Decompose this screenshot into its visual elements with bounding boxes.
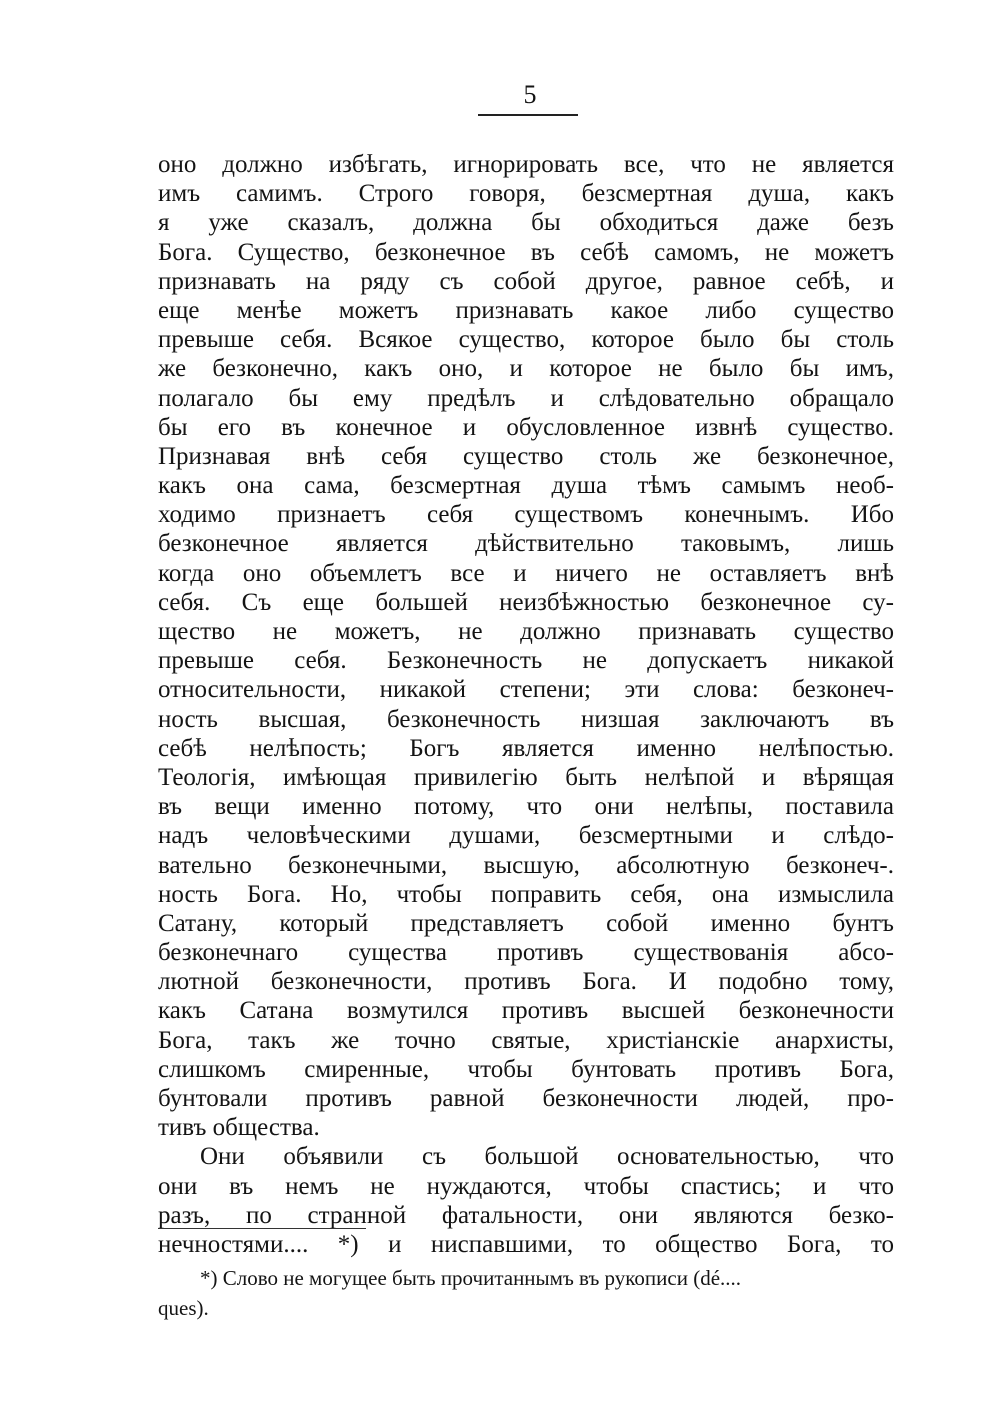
text-line: оно должно избѣгать, игнорировать все, что не является [158,151,894,178]
text-line: себя. Съ еще большей неизбѣжностью безконечное су- [158,588,894,616]
text-line: надъ человѣческими душами, безсмертными и слѣдо- [158,822,894,850]
text-line: ходимо признаетъ себя существомъ конечнымъ. Ибо [158,501,894,529]
text-line: полагало бы ему предѣлъ и слѣдовательно обращало [158,384,894,412]
body-text [158,150,894,1259]
text-line: превыше себя. Всякое существо, которое было бы столь [158,326,894,354]
text-line: они въ немъ не нуждаются, чтобы спастись; и что [158,1172,894,1200]
text-line: безконечнаго существа противъ существованія абсо- [158,939,894,967]
text-line: Они объявили съ большой основательностью, что [200,1143,894,1171]
header-rule [478,114,578,116]
text-line: превыше себя. Безконечность не допускаетъ никакой [158,647,894,675]
text-line: Сатану, который представляетъ собой именно бунтъ [158,909,894,937]
text-line: нечностями.... *) и ниспавшими, то общество Бога, то [158,1230,894,1258]
text-line: какъ Сатана возмутился противъ высшей безконечности [158,997,894,1025]
text-line: относительности, никакой степени; эти слова: безконеч- [158,676,894,704]
text-line: признавать на ряду съ собой другое, равное себѣ, и [158,267,894,295]
text-line: я уже сказалъ, должна бы обходиться даже безъ [158,209,894,237]
text-line: щество не можетъ, не должно признавать существо [158,618,894,645]
text-line: когда оно объемлетъ все и ничего не оставляетъ внѣ [158,559,894,587]
text-line: себѣ нелѣпость; Богъ является именно нелѣпостью. [158,734,894,762]
text-line: безконечное является дѣйствительно таковымъ, лишь [158,530,894,558]
text-line: въ вещи именно потому, что они нелѣпы, поставила [158,793,894,821]
footnote-line: *) Слово не могущее быть прочитаннымъ въ рукописи (dé.... [200,1266,742,1290]
text-line: ность высшая, безконечность низшая заключаютъ въ [158,705,894,733]
footnote-rule [158,1228,366,1229]
text-line: Бога, такъ же точно святые, христіанскіе анархисты, [158,1026,894,1054]
text-line: Признавая внѣ себя существо столь же безконечное, [158,442,894,470]
text-line: бунтовали противъ равной безконечности людей, про- [158,1085,894,1112]
footnote-line: ques). [158,1296,209,1320]
text-line: разъ, по странной фатальности, они являются безко- [158,1201,894,1229]
text-line: вательно безконечными, высшую, абсолютную безконеч-. [158,851,894,879]
page-number: 5 [523,80,537,109]
text-line: ность Бога. Но, чтобы поправить себя, она измыслила [158,880,894,908]
text-line: Теологія, имѣющая привилегію быть нелѣпой и вѣрящая [158,763,894,791]
text-line: слишкомъ смиренные, чтобы бунтовать противъ Бога, [158,1055,894,1083]
text-line: еще менѣе можетъ признавать какое либо существо [158,296,894,324]
text-line: какъ она сама, безсмертная душа тѣмъ самымъ необ- [158,472,894,500]
text-line: же безконечно, какъ оно, и которое не было бы имъ, [158,355,894,383]
text-line: бы его въ конечное и обусловленное извнѣ существо. [158,413,894,441]
footnote [158,1263,888,1323]
text-line: лютной безконечности, противъ Бога. И подобно тому, [158,968,894,996]
text-line: имъ самимъ. Строго говоря, безсмертная душа, какъ [158,180,894,208]
text-line: тивъ общества. [158,1114,320,1142]
text-line: Бога. Существо, безконечное въ себѣ самомъ, не можетъ [158,238,894,266]
